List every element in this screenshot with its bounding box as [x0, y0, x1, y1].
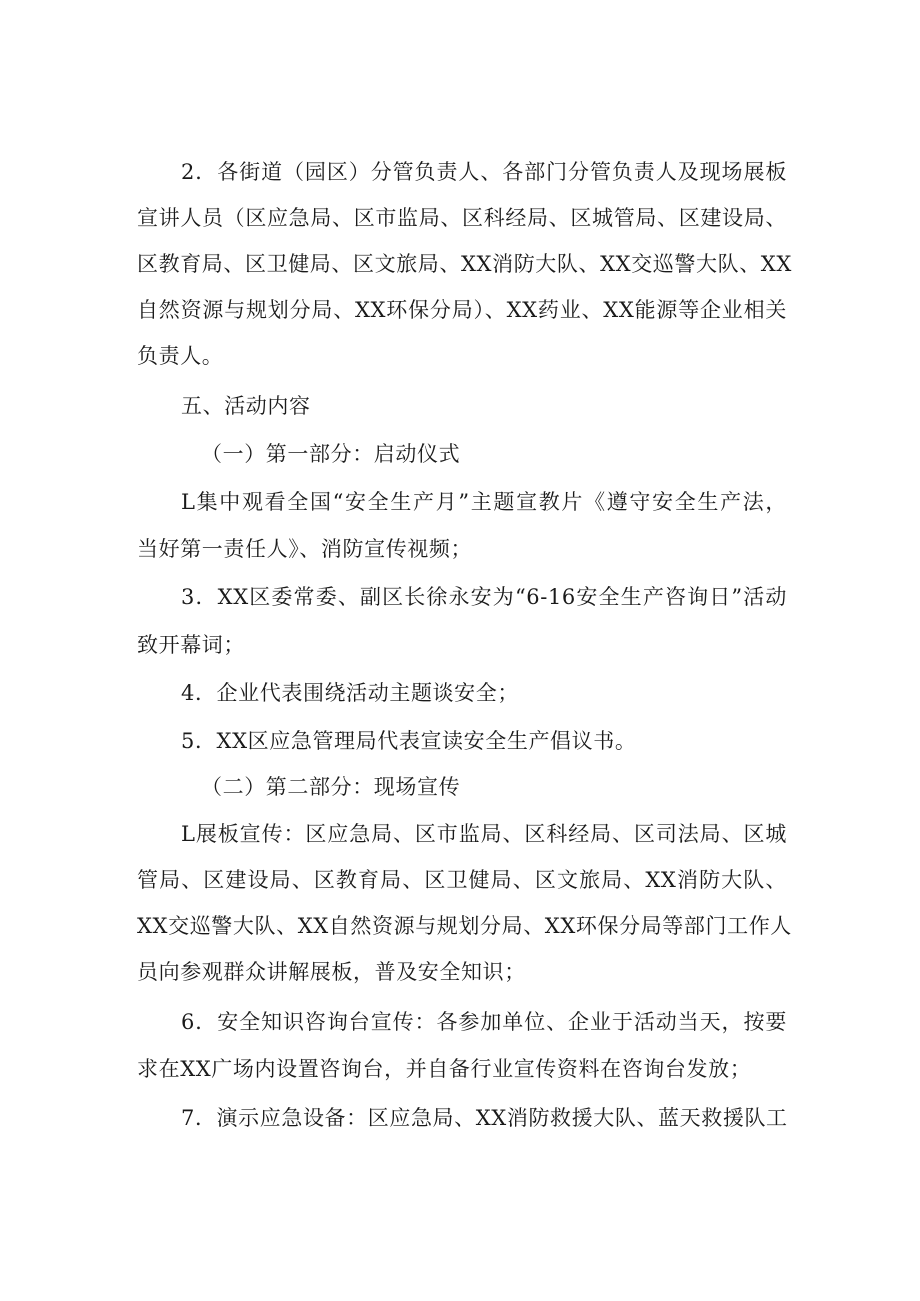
paragraph-item-4: 4．企业代表围绕活动主题谈安全；: [181, 681, 519, 705]
paragraph-item-1-line-1: L集中观看全国“安全生产月”主题宣教片《遵守安全生产法，: [181, 490, 787, 514]
paragraph-display-board-line-4: 员向参观群众讲解展板，普及安全知识；: [137, 960, 526, 984]
paragraph-item-3-line-1: 3．XX区委常委、副区长徐永安为“6-16安全生产咨询日”活动: [181, 585, 787, 609]
paragraph-item-3-line-2: 致开幕词；: [137, 633, 245, 657]
paragraph-display-board-line-1: L展板宣传：区应急局、区市监局、区科经局、区司法局、区城: [181, 822, 787, 846]
paragraph-display-board-line-2: 管局、区建设局、区教育局、区卫健局、区文旅局、XX消防大队、: [137, 868, 787, 892]
paragraph-item-6-line-1: 6．安全知识咨询台宣传：各参加单位、企业于活动当天，按要: [181, 1010, 787, 1034]
paragraph-item-2-line-1: 2．各街道（园区）分管负责人、各部门分管负责人及现场展板: [181, 160, 787, 184]
paragraph-item-1-line-2: 当好第一责任人》、消防宣传视频；: [137, 537, 473, 561]
paragraph-display-board-line-3: XX交巡警大队、XX自然资源与规划分局、XX环保分局等部门工作人: [137, 914, 792, 938]
paragraph-item-2-line-4: 自然资源与规划分局、XX环保分局）、XX药业、XX能源等企业相关: [137, 298, 787, 322]
paragraph-item-2-line-2: 宣讲人员（区应急局、区市监局、区科经局、区城管局、区建设局、: [137, 206, 787, 230]
paragraph-item-6-line-2: 求在XX广场内设置咨询台，并自备行业宣传资料在咨询台发放；: [137, 1057, 752, 1081]
subsection-heading-part-two: （二）第二部分：现场宣传: [201, 775, 461, 799]
paragraph-item-7-line-1: 7．演示应急设备：区应急局、XX消防救援大队、蓝天救援队工: [181, 1106, 788, 1130]
paragraph-item-2-line-5: 负责人。: [137, 344, 224, 368]
subsection-heading-part-one: （一）第一部分：启动仪式: [201, 442, 461, 466]
paragraph-item-2-line-3: 区教育局、区卫健局、区文旅局、XX消防大队、XX交巡警大队、XX: [137, 252, 792, 276]
paragraph-item-5: 5．XX区应急管理局代表宣读安全生产倡议书。: [181, 729, 637, 753]
section-heading-activity-content: 五、活动内容: [181, 394, 311, 418]
